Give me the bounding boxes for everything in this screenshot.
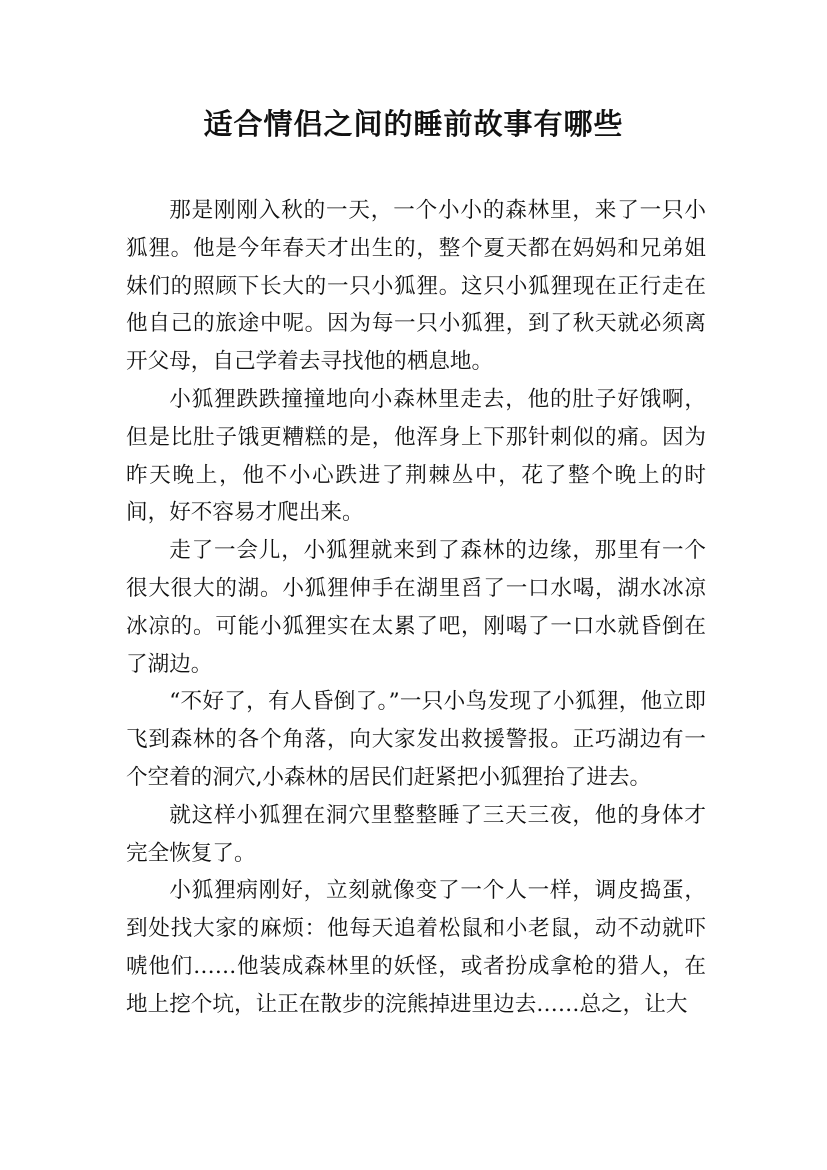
document-title: 适合情侣之间的睡前故事有哪些 bbox=[203, 107, 624, 141]
paragraph-4: “不好了，有人昏倒了。”一只小鸟发现了小狐狸，他立即飞到森林的各个角落，向大家发出救援警报。正巧湖边有一个空着的洞穴,小森林的居民们赶紧把小狐狸抬了进去。 bbox=[126, 689, 706, 790]
document-body bbox=[126, 192, 706, 1024]
paragraph-6: 小狐狸病刚好，立刻就像变了一个人一样，调皮捣蛋，到处找大家的麻烦：他每天追着松鼠和小老鼠，动不动就吓唬他们……他装成森林里的妖怪，或者扮成拿枪的猎人，在地上挖个坑，让正在散步的浣熊掉进里边去……总之，让大 bbox=[126, 878, 706, 1017]
paragraph-2: 小狐狸跌跌撞撞地向小森林里走去，他的肚子好饿啊，但是比肚子饿更糟糕的是，他浑身上下那针刺似的痛。因为昨天晚上，他不小心跌进了荆棘丛中，花了整个晚上的时间，好不容易才爬出来。 bbox=[126, 386, 706, 526]
paragraph-1: 那是刚刚入秋的一天，一个小小的森林里，来了一只小狐狸。他是今年春天才出生的，整个夏天都在妈妈和兄弟姐妹们的照顾下长大的一只小狐狸。这只小狐狸现在正行走在他自己的旅途中呢。因为每一只小狐狸，到了秋天就必须离开父母，自己学着去寻找他的栖息地。 bbox=[126, 198, 706, 375]
paragraph-5: 就这样小狐狸在洞穴里整整睡了三天三夜，他的身体才完全恢复了。 bbox=[126, 802, 706, 866]
paragraph-3: 走了一会儿，小狐狸就来到了森林的边缘，那里有一个很大很大的湖。小狐狸伸手在湖里舀了一口水喝，湖水冰凉冰凉的。可能小狐狸实在太累了吧，刚喝了一口水就昏倒在了湖边。 bbox=[126, 538, 706, 677]
